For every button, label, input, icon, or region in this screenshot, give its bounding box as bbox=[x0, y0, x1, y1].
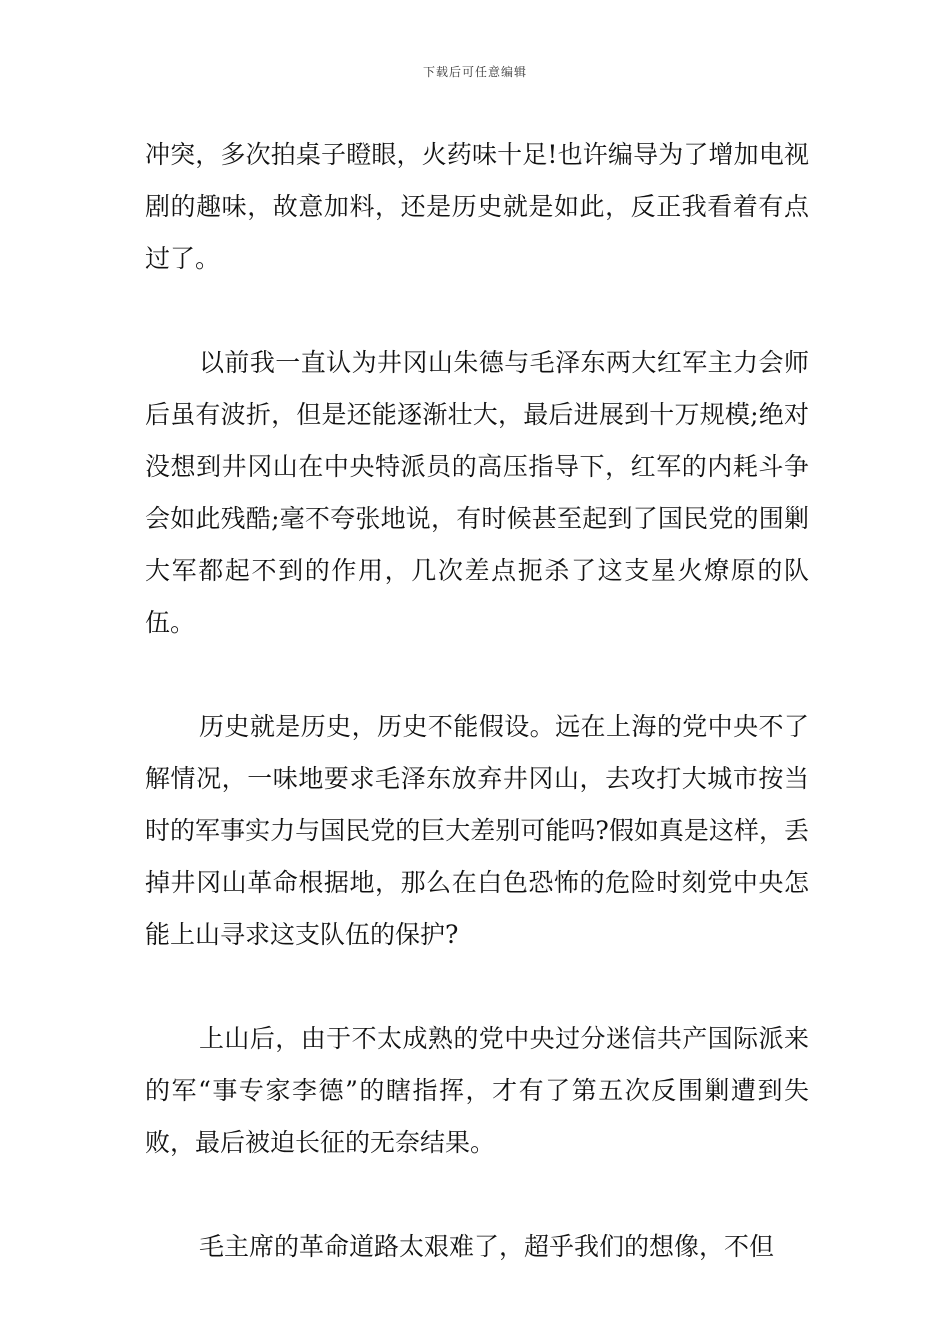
paragraph-2: 以前我一直认为井冈山朱德与毛泽东两大红军主力会师后虽有波折，但是还能逐渐壮大，最后进展到十万规模;绝对没想到井冈山在中央特派员的高压指导下，红军的内耗斗争会如此残酷;毫不夸张地说，有时候甚至起到了国民党的围剿大军都起不到的作用，几次差点扼杀了这支星火燎原的队伍。 bbox=[145, 348, 809, 637]
paragraph-5: 毛主席的革命道路太艰难了，超乎我们的想像，不但 bbox=[199, 1232, 775, 1261]
page-header: 下载后可任意编辑 bbox=[422, 65, 527, 79]
paragraph-1: 冲突，多次拍桌子瞪眼，火药味十足!也许编导为了增加电视剧的趣味，故意加料，还是历史就是如此，反正我看着有点过了。 bbox=[145, 140, 809, 273]
paragraph-4: 上山后，由于不太成熟的党中央过分迷信共产国际派来的军“事专家李德”的瞎指挥，才有了第五次反围剿遭到失败，最后被迫长征的无奈结果。 bbox=[145, 1024, 809, 1157]
paragraph-3: 历史就是历史，历史不能假设。远在上海的党中央不了解情况，一味地要求毛泽东放弃井冈山，去攻打大城市按当时的军事实力与国民党的巨大差别可能吗?假如真是这样，丢掉井冈山革命根据地，那么在白色恐怖的危险时刻党中央怎能上山寻求这支队伍的保护? bbox=[145, 712, 809, 949]
document-body bbox=[145, 129, 809, 1273]
